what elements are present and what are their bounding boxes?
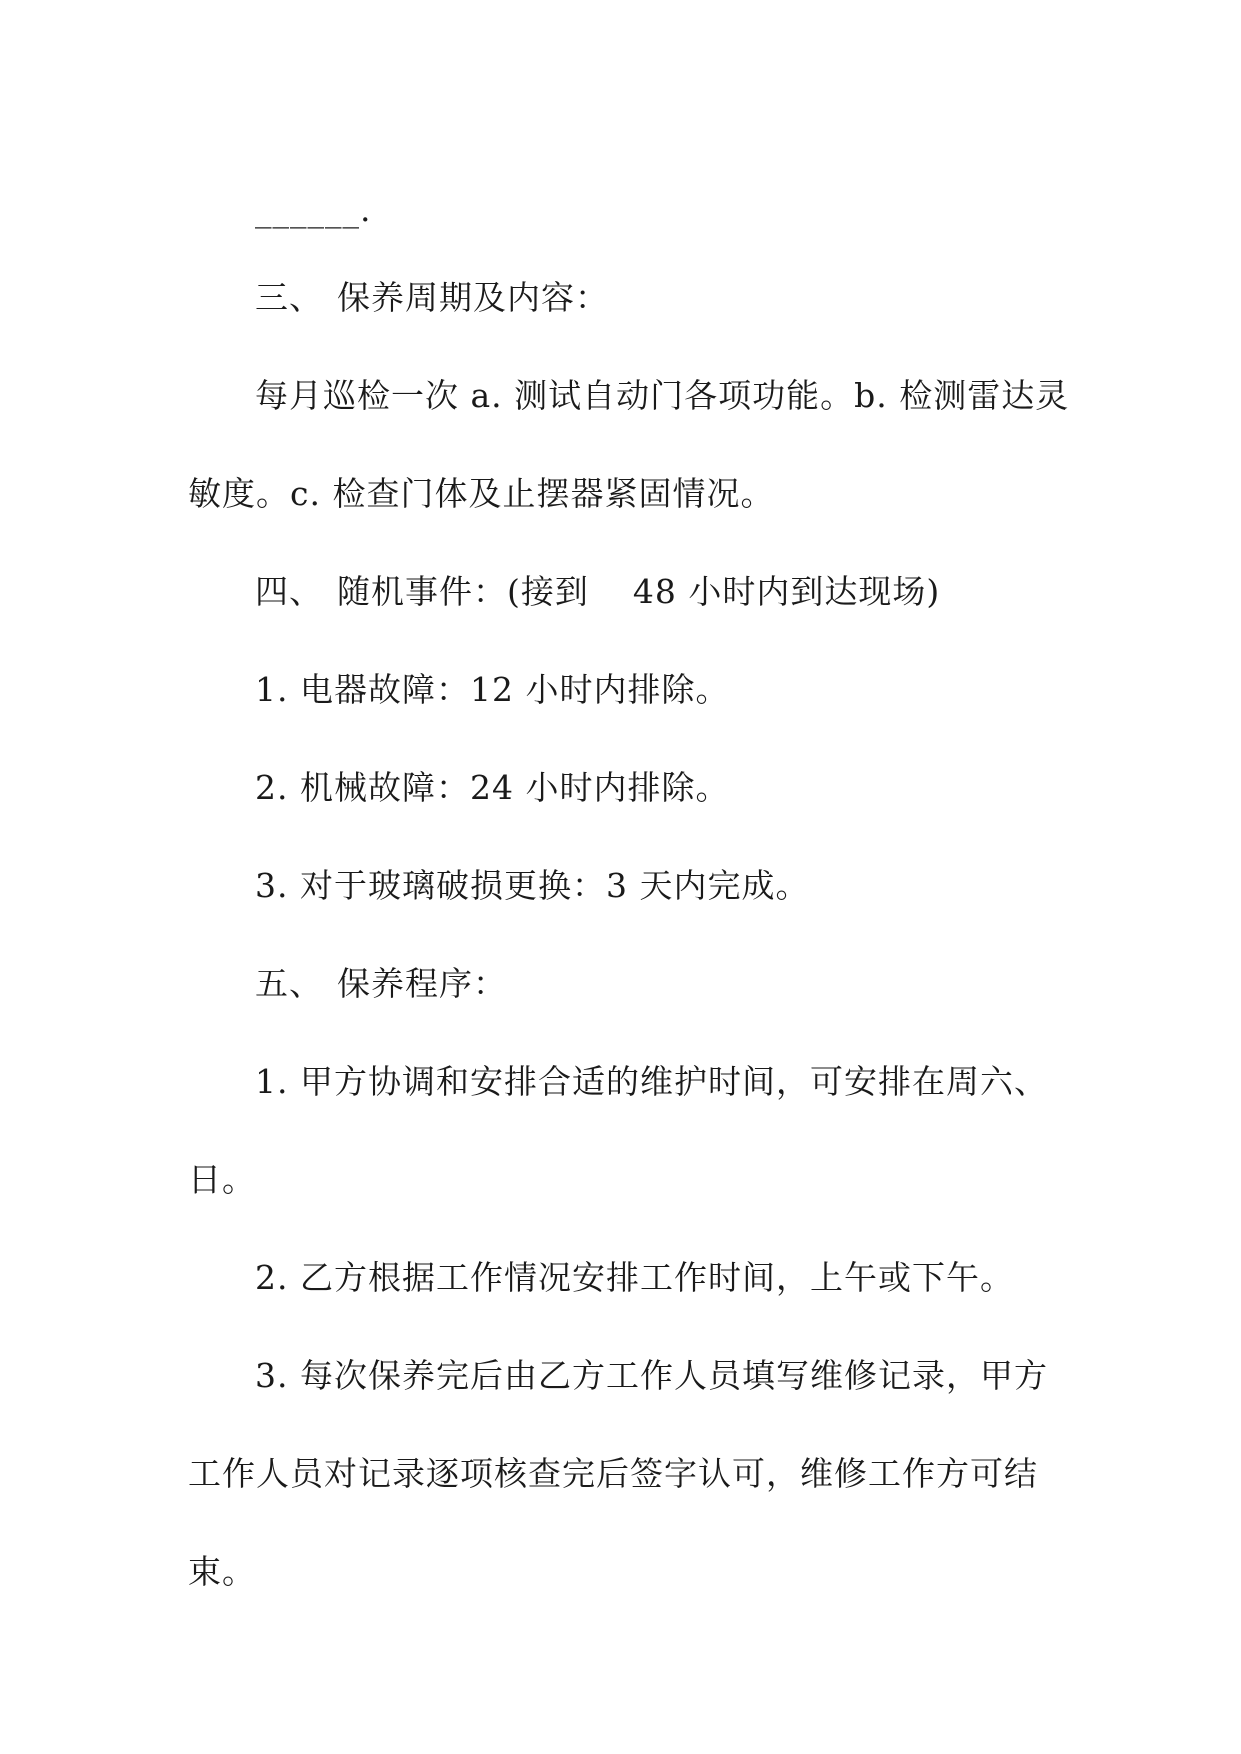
section-4-number: 四、 <box>255 572 323 611</box>
section-3-number: 三、 <box>255 278 323 317</box>
section-5-heading <box>255 964 507 1004</box>
list-item: 1. 电器故障：12 小时内排除。 <box>255 670 730 709</box>
paragraph-line: 敏度。c. 检查门体及止摆器紧固情况。 <box>188 474 775 513</box>
list-item: 2. 乙方根据工作情况安排工作时间，上午或下午。 <box>255 1258 1014 1297</box>
section-5-number: 五、 <box>255 964 323 1003</box>
list-item: 3. 对于玻璃破损更换：3 天内完成。 <box>255 866 810 905</box>
section-3-heading <box>255 278 609 318</box>
list-item-cont: 束。 <box>188 1552 256 1591</box>
list-item-cont: 日。 <box>188 1160 256 1199</box>
section-4-title: 随机事件：(接到 <box>337 572 589 611</box>
section-4-heading <box>255 572 940 612</box>
paragraph-line: 每月巡检一次 a. 测试自动门各项功能。b. 检测雷达灵 <box>255 376 1070 415</box>
section-5-title: 保养程序： <box>337 964 507 1003</box>
list-item: 3. 每次保养完后由乙方工作人员填写维修记录，甲方 <box>255 1356 1048 1395</box>
list-item: 1. 甲方协调和安排合适的维护时间，可安排在周六、 <box>255 1062 1048 1101</box>
section-3-title: 保养周期及内容： <box>337 278 609 317</box>
section-4-title-cont: 48 小时内到达现场) <box>632 572 941 611</box>
list-item: 2. 机械故障：24 小时内排除。 <box>255 768 730 807</box>
blank-line-fill: ______. <box>255 190 372 229</box>
list-item-cont: 工作人员对记录逐项核查完后签字认可，维修工作方可结 <box>188 1454 1038 1493</box>
